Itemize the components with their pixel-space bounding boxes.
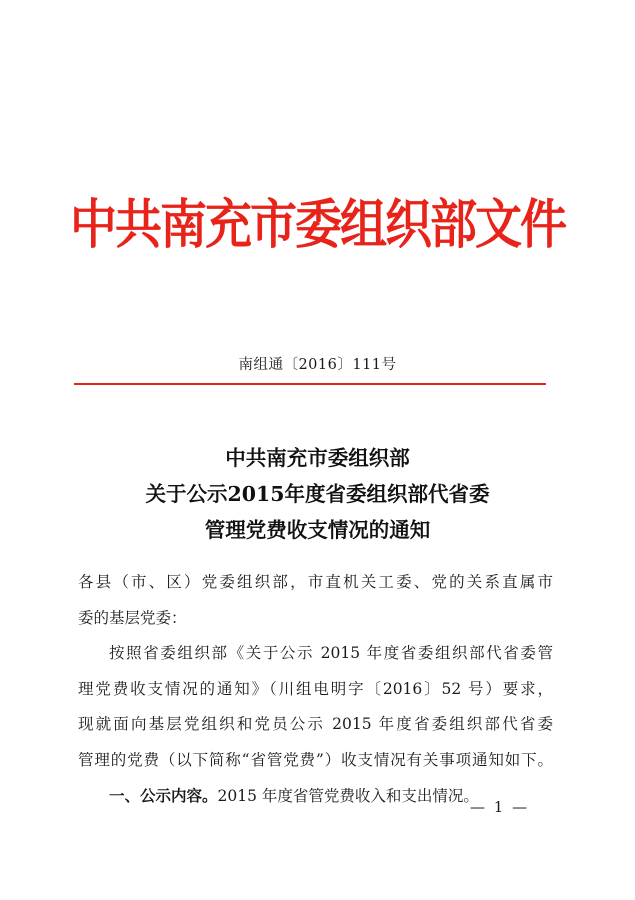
- document-body: [78, 565, 553, 815]
- issuer-header-title: 中共南充市委组织部文件: [70, 194, 565, 256]
- title-line-1: 中共南充市委组织部: [225, 446, 410, 470]
- document-title: [0, 440, 635, 548]
- paragraph-1-line-3: 现就面向基层党组织和党员公示 2015 年度省委组织部代省委: [78, 715, 553, 733]
- paragraph-1-line-4: 管理的党费（以下简称“省管党费”）收支情况有关事项通知如下。: [78, 750, 553, 769]
- addressee-line-2: 委的基层党委：: [78, 608, 187, 627]
- document-number: 南组通〔2016〕111号: [238, 357, 397, 373]
- addressee-line-1: 各县（市、区）党委组织部，市直机关工委、党的关系直属市: [78, 573, 553, 591]
- paragraph-1-line-1: 按照省委组织部《关于公示 2015 年度省委组织部代省委管: [109, 644, 553, 662]
- section-1-text: 2015 年度省管党费收入和支出情况。: [217, 787, 479, 805]
- paragraph-1-line-2: 理党费收支情况的通知》（川组电明字〔2016〕52 号）要求，: [78, 679, 553, 698]
- title-line-3: 管理党费收支情况的通知: [204, 518, 431, 542]
- section-1-heading: 一、公示内容。: [109, 786, 218, 805]
- red-separator-line: [74, 383, 546, 385]
- title-line-2: 关于公示2015年度省委组织部代省委: [145, 482, 490, 506]
- page-number: — 1 —: [470, 798, 530, 816]
